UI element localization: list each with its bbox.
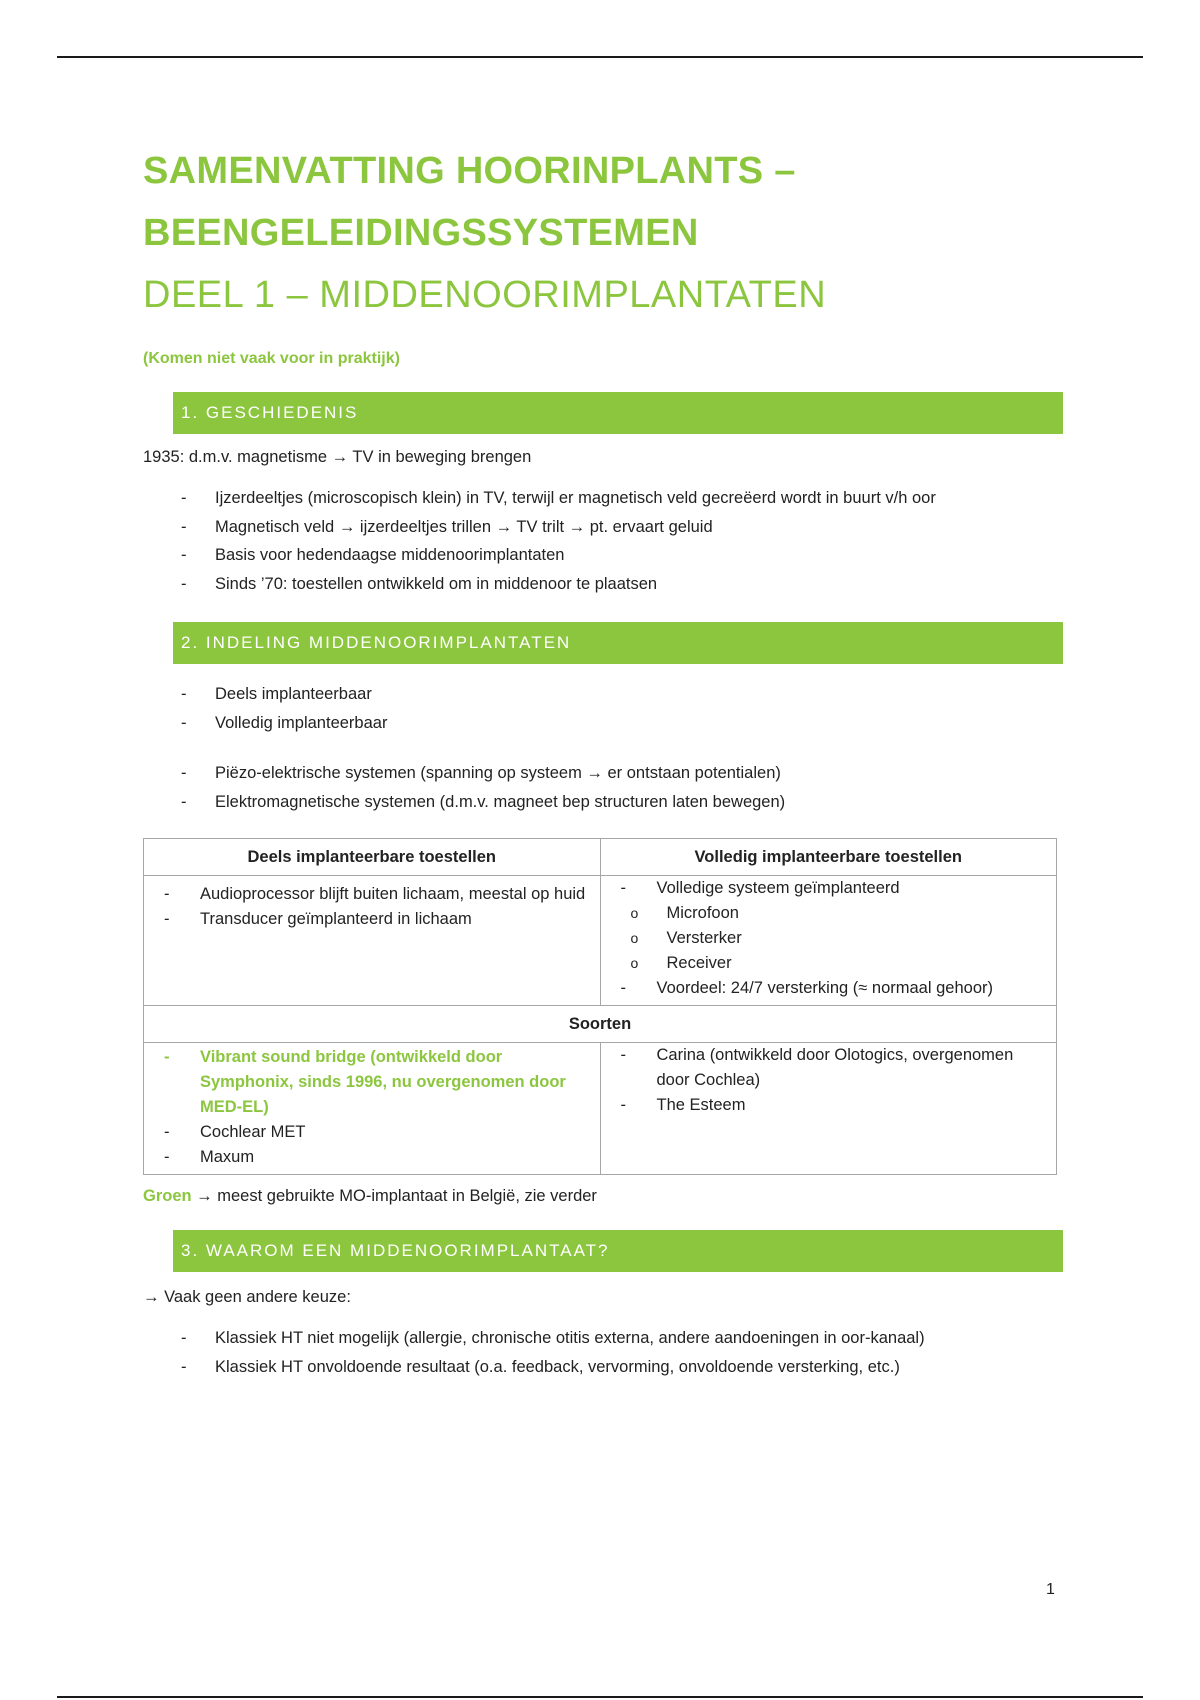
list-item: - Deels implanteerbaar — [143, 680, 1063, 709]
table-row — [144, 1043, 1057, 1175]
list-item: - Voordeel: 24/7 versterking (≈ normaal gehoor) — [609, 976, 1049, 1001]
list-item: - Cochlear MET — [152, 1120, 592, 1145]
practice-note: (Komen niet vaak voor in praktijk) — [143, 350, 400, 367]
history-intro: 1935: d.m.v. magnetisme → TV in beweging brengen — [143, 448, 532, 466]
list-item: - Carina (ontwikkeld door Olotogics, overgenomen door Cochlea) — [609, 1043, 1049, 1093]
list-item: - The Esteem — [609, 1093, 1049, 1118]
implant-comparison-table — [143, 838, 1057, 1175]
why-list — [143, 1324, 1063, 1381]
table-row — [144, 876, 1057, 1006]
partial-cell — [144, 876, 601, 1006]
list-item: - Audioprocessor blijft buiten lichaam, meestal op huid — [152, 882, 592, 907]
page-number: 1 — [1046, 1581, 1055, 1598]
section-heading-geschiedenis: 1. GESCHIEDENIS — [173, 392, 1063, 434]
implant-type-list — [143, 680, 1063, 737]
list-item: - Ijzerdeeltjes (microscopisch klein) in TV, terwijl er magnetisch veld gecreëerd wordt in buurt v/h oor — [143, 484, 1063, 513]
list-item: - Elektromagnetische systemen (d.m.v. magneet bep structuren laten bewegen) — [143, 788, 1063, 817]
why-intro: → Vaak geen andere keuze: — [143, 1288, 351, 1306]
table-header-row — [144, 839, 1057, 876]
document-subtitle: DEEL 1 – MIDDENOORIMPLANTATEN — [143, 274, 827, 316]
partial-types-cell — [144, 1043, 601, 1175]
list-item: - Klassiek HT onvoldoende resultaat (o.a. feedback, vervorming, onvoldoende versterking, etc.) — [143, 1353, 1063, 1382]
list-item: - Sinds ’70: toestellen ontwikkeld om in middenoor te plaatsen — [143, 570, 1063, 599]
list-item: - Transducer geïmplanteerd in lichaam — [152, 907, 592, 932]
col-header-full: Volledig implanteerbare toestellen — [600, 839, 1057, 876]
sub-list-item: o Receiver — [609, 951, 1049, 976]
history-list — [143, 484, 1063, 598]
table-legend — [143, 1187, 1063, 1206]
document-title — [143, 140, 1063, 264]
section-heading-waarom: 3. WAAROM EEN MIDDENOORIMPLANTAAT? — [173, 1230, 1063, 1272]
list-item: - Piëzo-elektrische systemen (spanning op systeem → er ontstaan potentialen) — [143, 759, 1063, 788]
full-main-item: Volledige systeem geïmplanteerd — [656, 879, 900, 897]
page-content — [143, 140, 1063, 1381]
list-item — [609, 876, 1049, 976]
soorten-header: Soorten — [144, 1006, 1057, 1043]
title-line-2: BEENGELEIDINGSSYSTEMEN — [143, 212, 699, 254]
list-item-highlighted: - Vibrant sound bridge (ontwikkeld door Symphonix, sinds 1996, nu overgenomen door MED-EL) — [152, 1045, 592, 1120]
sub-list-item: o Microfoon — [609, 901, 1049, 926]
section-heading-indeling: 2. INDELING MIDDENOORIMPLANTATEN — [173, 622, 1063, 664]
legend-text: → meest gebruikte MO-implantaat in België, zie verder — [191, 1187, 597, 1205]
full-cell — [600, 876, 1057, 1006]
title-line-1: SAMENVATTING HOORINPLANTS – — [143, 150, 796, 192]
system-type-list — [143, 759, 1063, 816]
sub-list-item: o Versterker — [609, 926, 1049, 951]
legend-green-word: Groen — [143, 1187, 192, 1205]
list-item: - Klassiek HT niet mogelijk (allergie, chronische otitis externa, andere aandoeningen in oor-kanaal) — [143, 1324, 1063, 1353]
col-header-partial: Deels implanteerbare toestellen — [144, 839, 601, 876]
header-rule — [57, 56, 1143, 58]
list-item: - Volledig implanteerbaar — [143, 709, 1063, 738]
table-subheader-row — [144, 1006, 1057, 1043]
full-types-cell — [600, 1043, 1057, 1175]
list-item: - Magnetisch veld → ijzerdeeltjes trillen → TV trilt → pt. ervaart geluid — [143, 513, 1063, 542]
list-item: - Maxum — [152, 1145, 592, 1170]
list-item: - Basis voor hedendaagse middenoorimplantaten — [143, 541, 1063, 570]
footer-rule — [57, 1696, 1143, 1698]
